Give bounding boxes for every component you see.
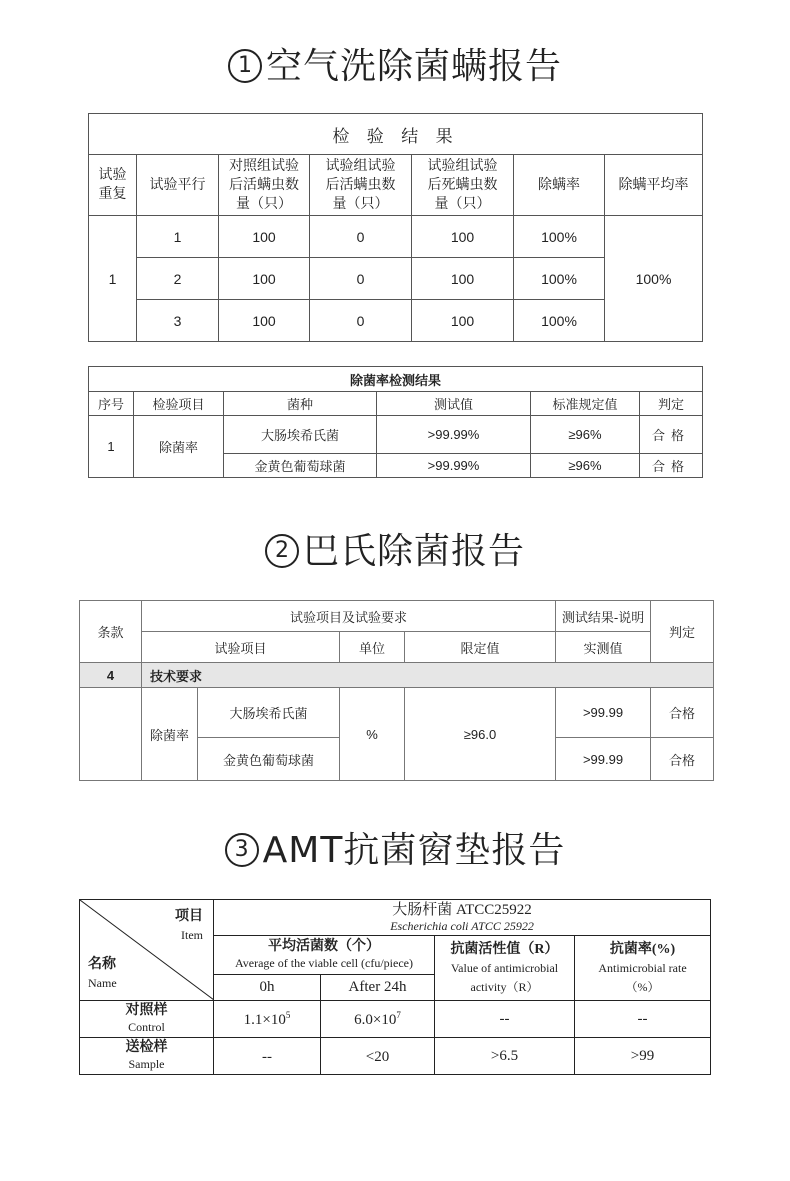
rate-header: 抗菌率(%) Antimicrobial rate （%） [575, 936, 711, 1001]
value-0h-cell: -- [214, 1038, 321, 1075]
activity-header: 抗菌活性值（R） Value of antimicrobial activity（R） [435, 936, 575, 1001]
measured-cell: >99.99 [556, 688, 651, 738]
standard-cell: ≥96% [531, 454, 640, 478]
strain-cell: 金黄色葡萄球菌 [198, 738, 340, 781]
item-value: 除菌率 [142, 688, 198, 781]
header-avg-rate: 除螨平均率 [605, 155, 703, 216]
value-cell: >99.99% [377, 454, 531, 478]
judge-cell: 合格 [651, 688, 714, 738]
section-1-title: 空气洗除菌螨报告 [265, 46, 562, 87]
value-24h-cell: $6.0\times 10^7$ [321, 1001, 435, 1038]
parallel-cell: 2 [137, 258, 219, 300]
header-limit: 限定值 [405, 632, 556, 663]
header-test-alive: 试验组试验 后活螨虫数 量（只） [310, 155, 412, 216]
header-parallel: 试验平行 [137, 155, 219, 216]
table-row [80, 688, 714, 738]
header-24h: After 24h [321, 975, 435, 1001]
circled-number-2: 2 [265, 534, 299, 568]
rate-cell: 100% [514, 216, 605, 258]
header-result: 测试结果-说明 [556, 601, 651, 632]
circled-number-3: 3 [225, 833, 259, 867]
control-alive-cell: 100 [219, 300, 310, 342]
mite-removal-table [88, 113, 703, 342]
test-dead-cell: 100 [412, 300, 514, 342]
control-alive-cell: 100 [219, 216, 310, 258]
row-name-cell: 送检样 Sample [80, 1038, 214, 1075]
test-dead-cell: 100 [412, 258, 514, 300]
corner-header-cell [80, 900, 214, 1001]
parallel-cell: 1 [137, 216, 219, 258]
avg-viable-header: 平均活菌数（个） Average of the viable cell (cfu/piece) [214, 936, 435, 975]
header-repeat: 试验 重复 [89, 155, 137, 216]
section-3-heading [0, 822, 790, 873]
section-1-heading [0, 38, 790, 89]
section-number: 4 [80, 663, 142, 688]
item-value: 除菌率 [134, 416, 224, 478]
section-2-heading [0, 523, 790, 574]
header-item: 试验项目 [142, 632, 340, 663]
header-value: 测试值 [377, 392, 531, 416]
strain-header: 大肠杆菌 ATCC25922 Escherichia coli ATCC 25922 [214, 900, 711, 936]
header-control-alive: 对照组试验 后活螨虫数 量（只） [219, 155, 310, 216]
limit-value: ≥96.0 [405, 688, 556, 781]
header-requirements: 试验项目及试验要求 [142, 601, 556, 632]
header-0h: 0h [214, 975, 321, 1001]
header-unit: 单位 [340, 632, 405, 663]
test-alive-cell: 0 [310, 216, 412, 258]
antimicrobial-report-table [79, 899, 711, 1075]
value-0h-cell: $1.1\times 10^5$ [214, 1001, 321, 1038]
activity-cell: -- [435, 1001, 575, 1038]
judge-cell: 合格 [651, 738, 714, 781]
circled-number-1: 1 [228, 49, 262, 83]
section-row [80, 663, 714, 688]
table1-caption: 检 验 结 果 [89, 114, 703, 155]
strain-cell: 金黄色葡萄球菌 [224, 454, 377, 478]
test-alive-cell: 0 [310, 258, 412, 300]
header-test-dead: 试验组试验 后死螨虫数 量（只） [412, 155, 514, 216]
corner-name-label: 名称 Name [88, 957, 117, 990]
measured-cell: >99.99 [556, 738, 651, 781]
section-3-title: AMT抗菌窗垫报告 [262, 830, 566, 871]
header-rate: 除螨率 [514, 155, 605, 216]
pasteurization-table [79, 600, 714, 781]
table-row [89, 216, 703, 258]
section-2-title: 巴氏除菌报告 [302, 531, 525, 572]
header-strain: 菌种 [224, 392, 377, 416]
corner-item-label: 项目 Item [175, 909, 203, 942]
seq-value: 1 [89, 416, 134, 478]
row-name-cell: 对照样 Control [80, 1001, 214, 1038]
table-row [80, 1038, 711, 1075]
repeat-value: 1 [89, 216, 137, 342]
test-alive-cell: 0 [310, 300, 412, 342]
standard-cell: ≥96% [531, 416, 640, 454]
judge-cell: 合格 [640, 416, 703, 454]
header-item: 检验项目 [134, 392, 224, 416]
rate-cell: 100% [514, 258, 605, 300]
header-standard: 标准规定值 [531, 392, 640, 416]
judge-cell: 合格 [640, 454, 703, 478]
rate-cell: 100% [514, 300, 605, 342]
rate-cell: >99 [575, 1038, 711, 1075]
clause-empty-cell [80, 688, 142, 781]
strain-cell: 大肠埃希氏菌 [224, 416, 377, 454]
header-clause: 条款 [80, 601, 142, 663]
activity-cell: >6.5 [435, 1038, 575, 1075]
header-judge: 判定 [651, 601, 714, 663]
header-measured: 实测值 [556, 632, 651, 663]
rate-cell: -- [575, 1001, 711, 1038]
table-row [80, 1001, 711, 1038]
value-cell: >99.99% [377, 416, 531, 454]
value-24h-cell: <20 [321, 1038, 435, 1075]
strain-cell: 大肠埃希氏菌 [198, 688, 340, 738]
parallel-cell: 3 [137, 300, 219, 342]
header-seq: 序号 [89, 392, 134, 416]
section-label: 技术要求 [142, 663, 714, 688]
table2-caption: 除菌率检测结果 [89, 367, 703, 392]
unit-value: % [340, 688, 405, 781]
test-dead-cell: 100 [412, 216, 514, 258]
header-judge: 判定 [640, 392, 703, 416]
control-alive-cell: 100 [219, 258, 310, 300]
avg-rate-value: 100% [605, 216, 703, 342]
table-row [89, 416, 703, 454]
bacteria-removal-table [88, 366, 703, 478]
